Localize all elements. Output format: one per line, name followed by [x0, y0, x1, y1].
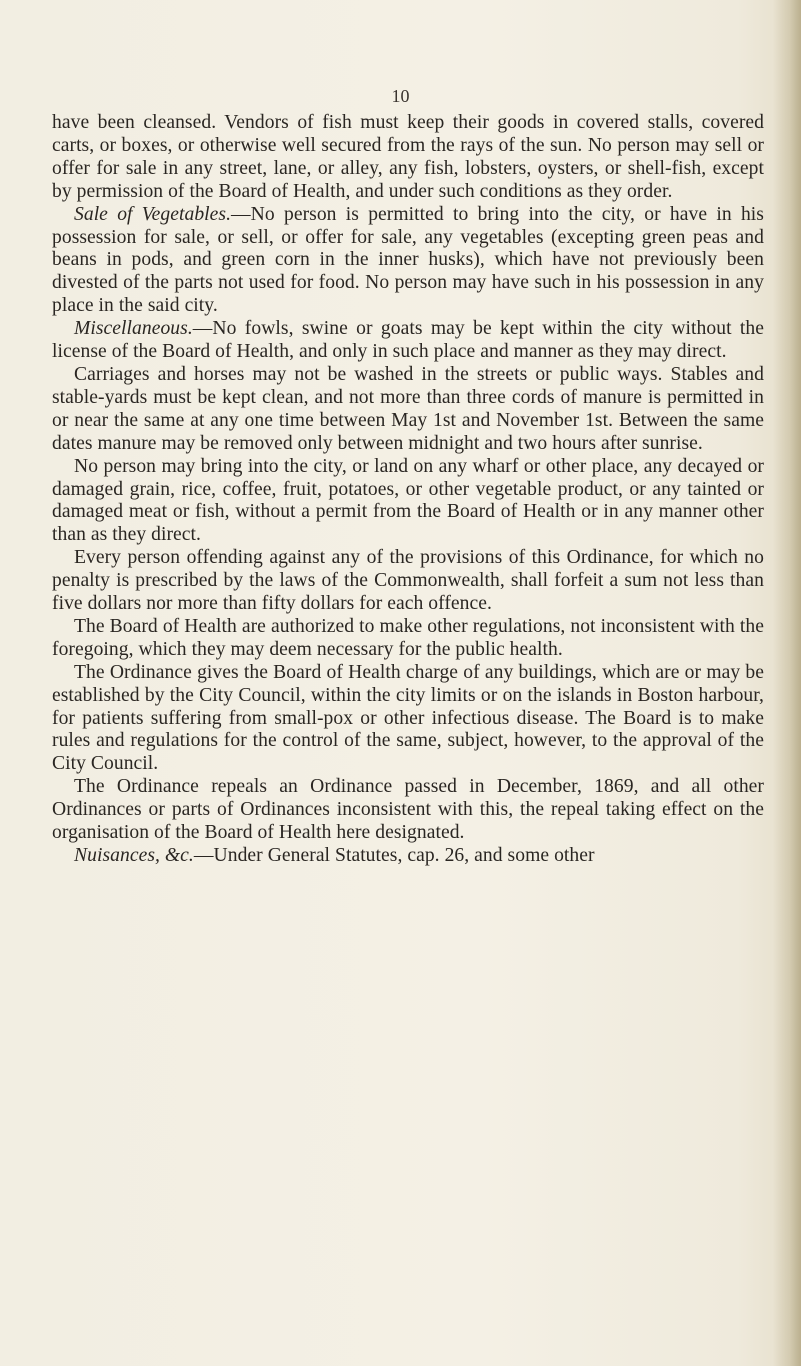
paragraph-fish-vendors — [52, 112, 764, 204]
paragraph-text: Every person offending against any of the provisions of this Ordinance, for which no penalty is prescribed by the laws of the Commonwealth, shall forfeit a sum not less than five dollars nor more than fifty dollars for each offence. — [52, 547, 764, 615]
page-number: 10 — [391, 86, 410, 106]
paragraph-sale-of-vegetables — [52, 204, 764, 319]
paragraph-nuisances — [52, 845, 764, 868]
paragraph-lead: Sale of Vegetables. — [74, 203, 232, 225]
paragraph-miscellaneous — [52, 318, 764, 364]
paragraph-lead: Nuisances, &c. — [74, 845, 194, 866]
paragraph-carriages-stables — [52, 364, 764, 456]
paragraph-infectious-buildings — [52, 662, 764, 777]
paragraph-text: —No fowls, swine or goats may be kept within the city without the license of the Board of Health, and only in such place and manner as they may direct. — [52, 318, 764, 363]
paragraph-decayed-goods — [52, 456, 764, 548]
paragraph-text: —No person is permitted to bring into the city, or have in his possession for sale, or sell, or offer for sale, any vegetables (excepting green peas and beans in pods, and green corn in the inner husks), which have not previously been divested of the parts not used for food. No person may have such in his possession in any place in the said city. — [52, 203, 764, 317]
paragraph-text: The Ordinance gives the Board of Health charge of any buildings, which are or may be established by the City Council, within the city limits or on the islands in Boston harbour, for patients suffering from small-pox or other infectious disease. The Board is to make rules and regulations for the control of the same, subject, however, to the approval of the City Council. — [52, 661, 764, 775]
paragraph-lead: Miscellaneous. — [74, 318, 193, 340]
body-text — [52, 112, 764, 868]
paragraph-penalty — [52, 547, 764, 616]
paragraph-text: The Ordinance repeals an Ordinance passed in December, 1869, and all other Ordinances or parts of Ordinances inconsistent with this, the repeal taking effect on the organisation of the Board of Health here designated. — [52, 776, 764, 844]
paragraph-text: No person may bring into the city, or land on any wharf or other place, any decayed or damaged grain, rice, coffee, fruit, potatoes, or other vegetable product, or any tainted or damaged meat or fish, without a permit from the Board of Health or in any manner other than as they direct. — [52, 455, 764, 546]
paragraph-repeal — [52, 776, 764, 845]
paragraph-other-regulations — [52, 616, 764, 662]
page-edge-shadow — [773, 0, 801, 1366]
paragraph-text: have been cleansed. Vendors of fish must keep their goods in covered stalls, covered carts, or boxes, or otherwise well secured from the rays of the sun. No person may sell or offer for sale in any street, lane, or alley, any fish, lobsters, oysters, or shell-fish, except by permission of the Board of Health, and under such conditions as they order. — [52, 112, 764, 202]
paragraph-text: —Under General Statutes, cap. 26, and some other — [193, 845, 595, 866]
paragraph-text: The Board of Health are authorized to make other regulations, not inconsistent with the foregoing, which they may deem necessary for the public health. — [52, 615, 764, 660]
paragraph-text: Carriages and horses may not be washed in the streets or public ways. Stables and stable-yards must be kept clean, and not more than three cords of manure is permitted in or near the same at any one time between May 1st and November 1st. Between the same dates manure may be removed only between midnight and two hours after sunrise. — [52, 363, 764, 454]
